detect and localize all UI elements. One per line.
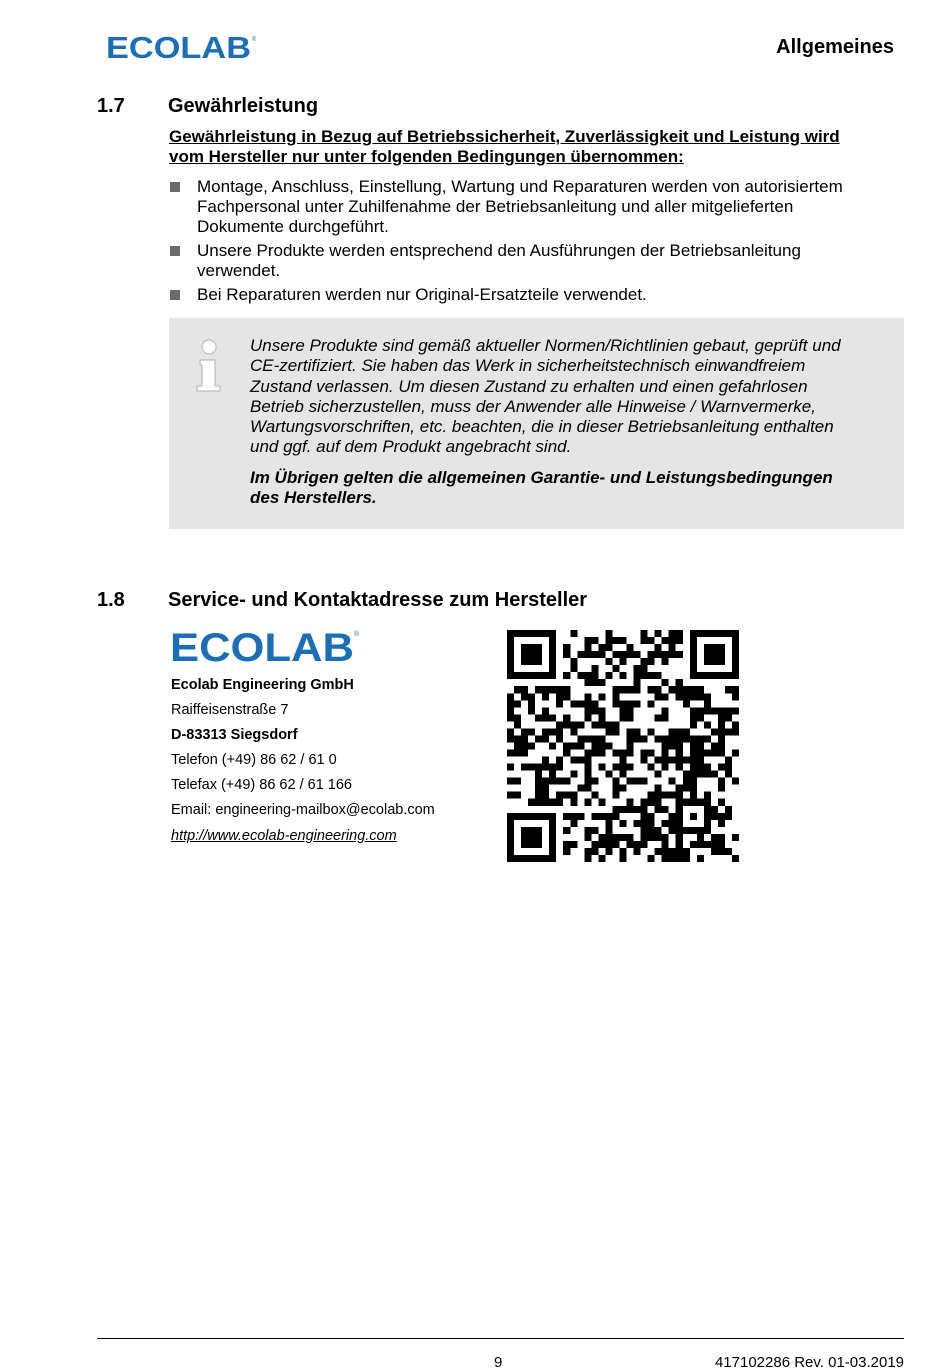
page-header-title: Allgemeines — [776, 36, 894, 58]
street-address: Raiffeisenstraße 7 — [171, 702, 289, 718]
info-text: Unsere Produkte sind gemäß aktueller Normen/Richtlinien gebaut, geprüft und CE-zertifiziert. Sie haben das Werk in sicherheitstechnisch einwandfreiem Zustand verlassen. Um diesen Zustand zu erhalten und einen gefahrlosen Betrieb sicherzustellen, muss der Anwender alle Hinweise / Warnvermerke, Wartungsvorschriften, etc. beachten, die in dieser Betriebsanleitung enthalten und ggf. auf dem Produkt angebracht sind. — [250, 336, 841, 457]
footer-divider — [97, 1338, 904, 1339]
list-item: Bei Reparaturen werden nur Original-Ersatzteile verwendet. — [169, 285, 904, 305]
logo-text: ECOLAB — [106, 32, 251, 62]
warranty-intro: Gewährleistung in Bezug auf Betriebssicherheit, Zuverlässigkeit und Leistung wird vom Hersteller nur unter folgenden Bedingungen übernommen: — [169, 127, 840, 166]
section-title: Service- und Kontaktadresse zum Hersteller — [168, 589, 588, 611]
phone-number: Telefon (+49) 86 62 / 61 0 — [171, 752, 337, 768]
city-address: D-83313 Siegsdorf — [171, 727, 298, 743]
list-item: Montage, Anschluss, Einstellung, Wartung und Reparaturen werden von autorisiertem Fachpersonal unter Zuhilfenahme der Betriebsanleitung und aller mitgelieferten Dokumente durchgeführt. — [169, 177, 904, 237]
page-number: 9 — [494, 1354, 503, 1371]
document-reference: 417102286 Rev. 01-03.2019 — [714, 1354, 904, 1371]
section-number: 1.8 — [97, 589, 125, 611]
list-item: Unsere Produkte werden entsprechend den Ausführungen der Betriebsanleitung verwendet. — [169, 241, 904, 281]
bullet-square-icon — [170, 182, 180, 192]
qr-code-icon[interactable] — [507, 630, 739, 862]
section-number: 1.7 — [97, 95, 125, 117]
info-icon — [191, 338, 227, 394]
website-link[interactable]: http://www.ecolab-engineering.com — [171, 828, 397, 844]
ecolab-logo-contact — [170, 626, 360, 664]
info-note-box — [169, 318, 904, 529]
ecolab-logo-header — [106, 32, 256, 62]
logo-text: ECOLAB — [170, 626, 354, 664]
section-title: Gewährleistung — [168, 95, 319, 117]
company-name: Ecolab Engineering GmbH — [171, 677, 354, 693]
bullet-square-icon — [170, 246, 180, 256]
bullet-square-icon — [170, 290, 180, 300]
email-address[interactable]: Email: engineering-mailbox@ecolab.com — [171, 802, 435, 818]
warranty-conditions-list — [169, 177, 904, 309]
svg-text:®: ® — [354, 631, 360, 638]
svg-text:®: ® — [252, 37, 256, 43]
info-bold-text: Im Übrigen gelten die allgemeinen Garantie- und Leistungsbedingungen des Herstellers. — [250, 468, 833, 508]
fax-number: Telefax (+49) 86 62 / 61 166 — [171, 777, 352, 793]
